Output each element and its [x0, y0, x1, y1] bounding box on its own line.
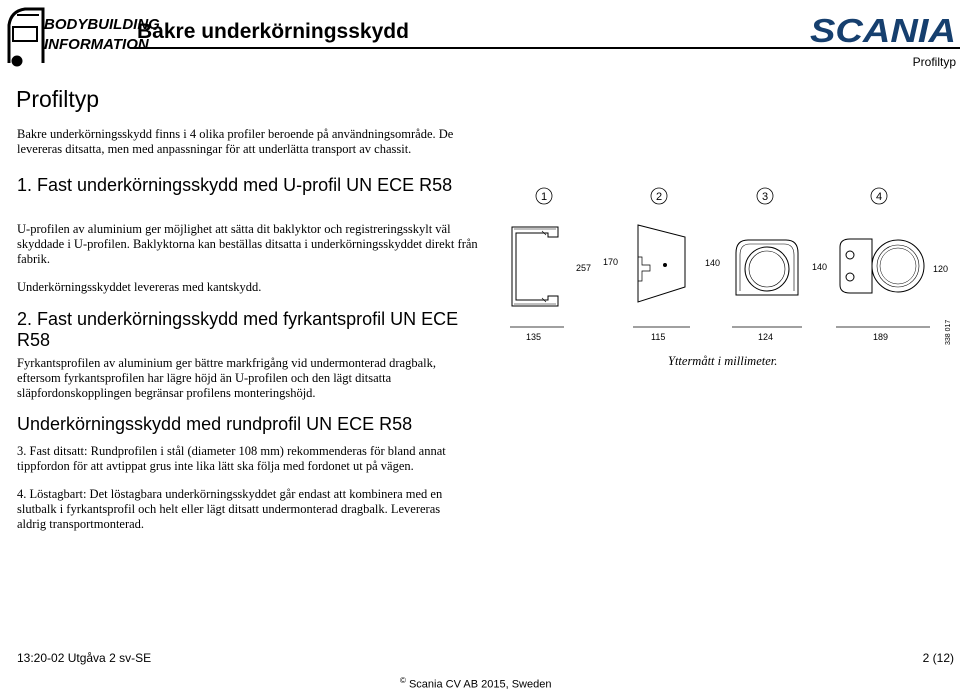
logo-line-1: BODYBUILDING	[44, 16, 160, 33]
document-title: Bakre underkörningsskydd	[137, 20, 409, 43]
width-label-2: 115	[651, 332, 666, 342]
profile-cross-section-figure	[500, 175, 960, 375]
document-number: 13:20-02 Utgåva 2 sv-SE	[17, 651, 152, 665]
svg-text:4: 4	[875, 191, 883, 203]
copyright-notice	[400, 676, 551, 691]
scania-logo	[810, 12, 956, 49]
page-heading: Profiltyp	[16, 86, 100, 112]
page-number: 2 (12)	[922, 651, 954, 665]
square-profile-drawing	[638, 225, 685, 302]
width-label-4: 189	[873, 332, 889, 342]
u-profile-drawing	[512, 227, 558, 306]
header-section-label: Profiltyp	[912, 55, 956, 69]
svg-text:2: 2	[655, 191, 663, 203]
intro-paragraph: Bakre underkörningsskydd finns i 4 olika profiler beroende på användningsområde. De levereras ditsatta, men med anpassningar för att underlätta transport av chassit.	[17, 127, 454, 156]
round-profile-drawing	[736, 240, 798, 295]
section1-paragraph-2: Underkörningsskyddet levereras med kantskydd.	[17, 280, 262, 294]
section2-heading: 2. Fast underkörningsskydd med fyrkantsprofil UN ECE R58	[17, 309, 459, 350]
figure-reference-number: 338 017	[945, 319, 952, 345]
height-label-5: 120	[933, 264, 949, 274]
profile-number-3	[757, 188, 773, 204]
height-label-2: 170	[603, 257, 619, 267]
height-label-3: 140	[705, 258, 721, 268]
copyright-symbol: ©	[400, 676, 406, 685]
header-divider	[130, 47, 960, 49]
svg-text:3: 3	[761, 191, 769, 203]
copyright-text: Scania CV AB 2015, Sweden	[408, 678, 552, 691]
section1-paragraph-1: U-profilen av aluminium ger möjlighet att sätta dit baklyktor och registreringsskylt väl skyddade i U-profilen. Baklyktorna kan beställas ditsatta i underkörningsskyddet direkt från fabrik.	[17, 222, 478, 266]
removable-round-profile-drawing	[840, 239, 924, 293]
section3-paragraph-1: 3. Fast ditsatt: Rundprofilen i stål (diameter 108 mm) rekommenderas för bland annat tippfordon för att avtippat grus inte lika lätt ska följa med fordonet ut på vägen.	[17, 444, 446, 473]
section2-paragraph: Fyrkantsprofilen av aluminium ger bättre markfrigång vid undermonterad dragbalk, eftersom fyrkantsprofilen har lägre höjd än U-profilen och den lägt ditsatta släpfordonskopplingen begränsar profilens monteringshöjd.	[17, 356, 436, 400]
figure-caption: Yttermått i millimeter.	[668, 354, 778, 368]
truck-icon	[9, 9, 43, 65]
section3-heading: Underkörningsskydd med rundprofil UN ECE R58	[17, 414, 413, 434]
height-label-4: 140	[812, 262, 828, 272]
section3-paragraph-2: 4. Löstagbart: Det löstagbara underkörningsskyddet går endast att kombinera med en slutbalk i fyrkantsprofil och helt eller lägt ditsatt undermonterad dragbalk. Levereras aldrig transportmonterad.	[17, 487, 443, 531]
bodybuilding-information-logo	[3, 3, 160, 67]
width-label-3: 124	[758, 332, 774, 342]
height-label-1: 257	[576, 263, 592, 273]
section1-heading: 1. Fast underkörningsskydd med U-profil UN ECE R58	[17, 175, 453, 195]
profile-number-2	[651, 188, 667, 204]
profile-number-4	[871, 188, 887, 204]
scania-logo-text: SCANIA	[810, 12, 956, 49]
profile-number-1	[536, 188, 552, 204]
width-label-1: 135	[526, 332, 542, 342]
logo-line-2: INFORMATION	[44, 36, 149, 53]
svg-text:1: 1	[540, 191, 548, 203]
